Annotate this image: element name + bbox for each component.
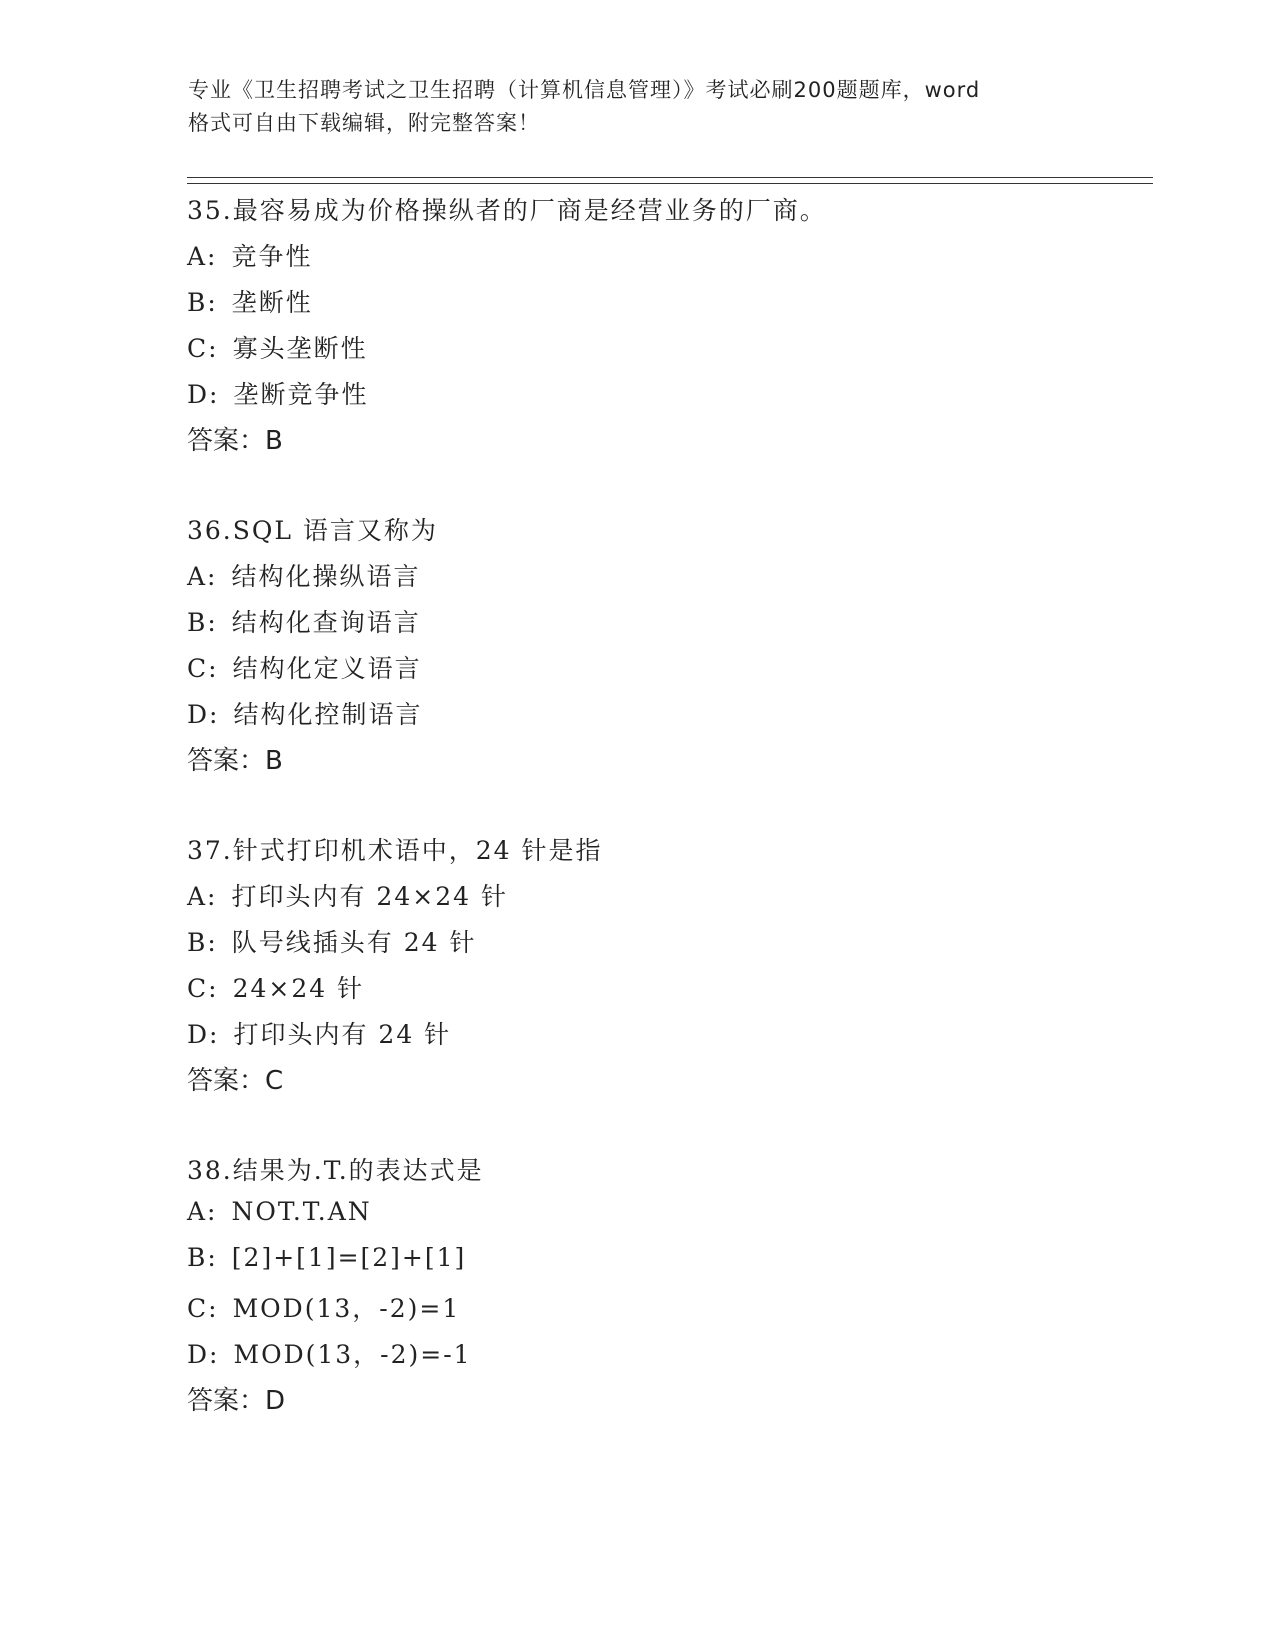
answer-line: 答案：C xyxy=(187,1066,284,1096)
header-divider-bottom xyxy=(187,183,1153,184)
option-b xyxy=(187,1243,466,1272)
option-key: C: xyxy=(187,1294,219,1323)
option-key: D: xyxy=(187,1020,220,1049)
header-divider-top xyxy=(187,177,1153,178)
option-key: C: xyxy=(187,974,219,1003)
option-b xyxy=(187,283,313,319)
option-a xyxy=(187,877,508,913)
option-key: B: xyxy=(187,928,218,957)
document-header xyxy=(188,74,1088,140)
option-key: D: xyxy=(187,1340,220,1369)
option-b xyxy=(187,603,421,639)
option-a xyxy=(187,237,313,273)
option-text: 结构化操纵语言 xyxy=(231,562,421,591)
option-a xyxy=(187,557,421,593)
option-a xyxy=(187,1197,372,1226)
option-key: D: xyxy=(187,700,220,729)
option-text: 结构化查询语言 xyxy=(231,608,421,637)
option-c xyxy=(187,329,368,365)
option-key: D: xyxy=(187,380,220,409)
question-36 xyxy=(187,509,1147,829)
question-stem: 36.SQL 语言又称为 xyxy=(187,516,438,545)
header-line-1: 专业《卫生招聘考试之卫生招聘（计算机信息管理）》考试必刷200题题库，word xyxy=(188,78,981,102)
question-stem: 35.最容易成为价格操纵者的厂商是经营业务的厂商。 xyxy=(187,196,827,225)
option-c xyxy=(187,649,422,685)
header-line-2: 格式可自由下载编辑，附完整答案！ xyxy=(188,111,540,135)
question-list xyxy=(187,189,1147,1469)
option-text: NOT.T.AN xyxy=(231,1197,372,1226)
option-d xyxy=(187,1015,451,1051)
option-key: B: xyxy=(187,288,218,317)
option-text: 打印头内有 24×24 针 xyxy=(231,882,508,911)
option-text: 结构化控制语言 xyxy=(233,700,423,729)
answer-line: 答案：D xyxy=(187,1386,286,1416)
option-key: A: xyxy=(187,562,218,591)
option-d xyxy=(187,1335,472,1371)
question-stem: 37.针式打印机术语中，24 针是指 xyxy=(187,836,603,865)
option-c xyxy=(187,969,364,1005)
option-text: 打印头内有 24 针 xyxy=(233,1020,452,1049)
option-text: 垄断性 xyxy=(231,288,313,317)
question-38 xyxy=(187,1149,1147,1469)
option-text: MOD(13，-2)=-1 xyxy=(233,1340,472,1369)
option-key: B: xyxy=(187,608,218,637)
option-key: A: xyxy=(187,1197,218,1226)
option-text: 结构化定义语言 xyxy=(232,654,422,683)
option-text: 队号线插头有 24 针 xyxy=(231,928,477,957)
option-c xyxy=(187,1289,460,1325)
option-d xyxy=(187,375,368,411)
answer-line: 答案：B xyxy=(187,746,283,776)
answer-line: 答案：B xyxy=(187,426,283,456)
option-key: C: xyxy=(187,654,219,683)
option-text: [2]+[1]=[2]+[1] xyxy=(231,1243,467,1272)
question-stem: 38.结果为.T.的表达式是 xyxy=(187,1156,484,1185)
option-text: 竞争性 xyxy=(231,242,313,271)
option-text: 垄断竞争性 xyxy=(233,380,369,409)
option-text: 24×24 针 xyxy=(232,974,365,1003)
option-b xyxy=(187,923,477,959)
question-35 xyxy=(187,189,1147,509)
option-text: MOD(13，-2)=1 xyxy=(232,1294,461,1323)
option-text: 寡头垄断性 xyxy=(232,334,368,363)
option-key: C: xyxy=(187,334,219,363)
option-key: A: xyxy=(187,882,218,911)
question-37 xyxy=(187,829,1147,1149)
option-key: B: xyxy=(187,1243,218,1272)
option-key: A: xyxy=(187,242,218,271)
option-d xyxy=(187,695,422,731)
